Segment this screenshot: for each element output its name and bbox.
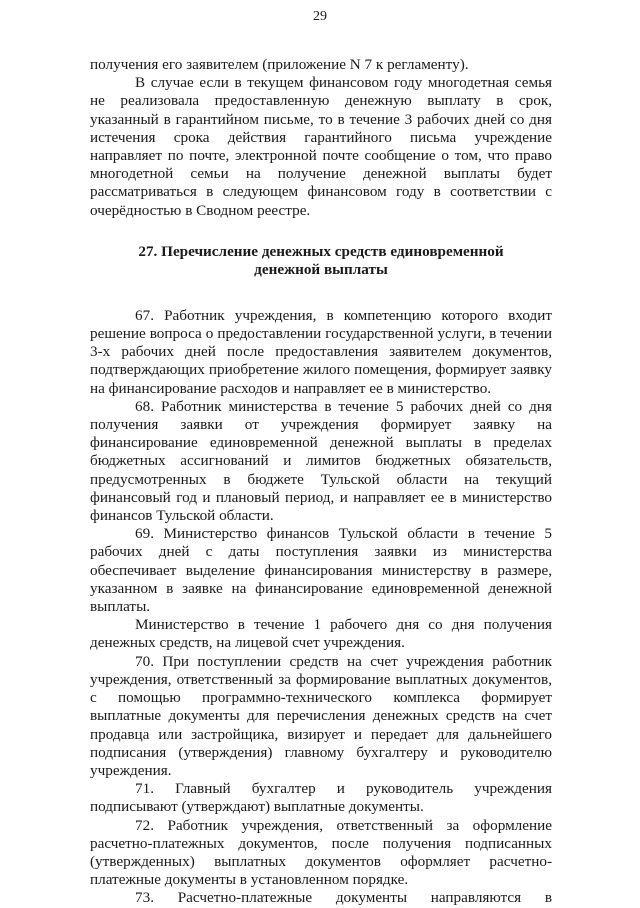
paragraph-72: 72. Работник учреждения, ответственный за оформление расчетно-платежных документов, после получения подписанных (утвержденных) выплатных документов оформляет расчетно-платежные документы в установленном порядке. bbox=[90, 816, 552, 889]
page-number: 29 bbox=[313, 9, 327, 24]
paragraph-70: 70. При поступлении средств на счет учреждения работник учреждения, ответственный за формирование выплатных документов, с помощью программно-технического комплекса формирует выплатные документы для перечисления денежных средств на счет продавца или застройщика, визирует и передает для дальнейшего подписания (утверждения) главному бухгалтеру и руководителю учреждения. bbox=[90, 652, 552, 779]
paragraph-68: 68. Работник министерства в течение 5 рабочих дней со дня получения заявки от учреждения формирует заявку на финансирование единовременной денежной выплаты в пределах бюджетных ассигнований и лимитов бюджетных обязательств, предусмотренных в бюджете Тульской области на текущий финансовый год и плановый период, и направляет ее в министерство финансов Тульской области. bbox=[90, 397, 552, 525]
section-title: 27. Перечисление денежных средств единовременной денежной выплаты bbox=[138, 242, 504, 278]
paragraph-67: 67. Работник учреждения, в компетенцию которого входит решение вопроса о предоставлении государственной услуги, в течении 3-х рабочих дней после предоставления заявителем документов, подтверждающих приобретение жилого помещения, формирует заявку на финансирование расходов и направляет ее в министерство. bbox=[90, 306, 552, 397]
paragraph-69-continuation: Министерство в течение 1 рабочего дня со дня получения денежных средств, на лицевой счет учреждения. bbox=[90, 616, 552, 652]
paragraph-69: 69. Министерство финансов Тульской области в течение 5 рабочих дней с даты поступления заявки из министерства обеспечивает выделение финансирования министерству в размере, указанном в заявке на финансирование единовременной денежной выплаты. bbox=[90, 525, 552, 616]
paragraph-71: 71. Главный бухгалтер и руководитель учреждения подписывают (утверждают) выплатные документы. bbox=[90, 780, 552, 816]
document-body bbox=[90, 56, 552, 908]
intro-line: получения его заявителем (приложение N 7 к регламенту). bbox=[90, 56, 469, 73]
intro-paragraph: В случае если в текущем финансовом году многодетная семья не реализовала предоставленную денежную выплату в срок, указанный в гарантийном письме, то в течение 3 рабочих дней со дня истечения срока действия гарантийного письма учреждение направляет по почте, электронной почте сообщение о том, что право многодетной семьи на получение денежной выплаты будет рассматриваться в следующем финансовом году в соответствии с очерёдностью в Сводном реестре. bbox=[90, 74, 552, 219]
paragraph-73: 73. Расчетно-платежные документы направляются в bbox=[135, 889, 552, 907]
